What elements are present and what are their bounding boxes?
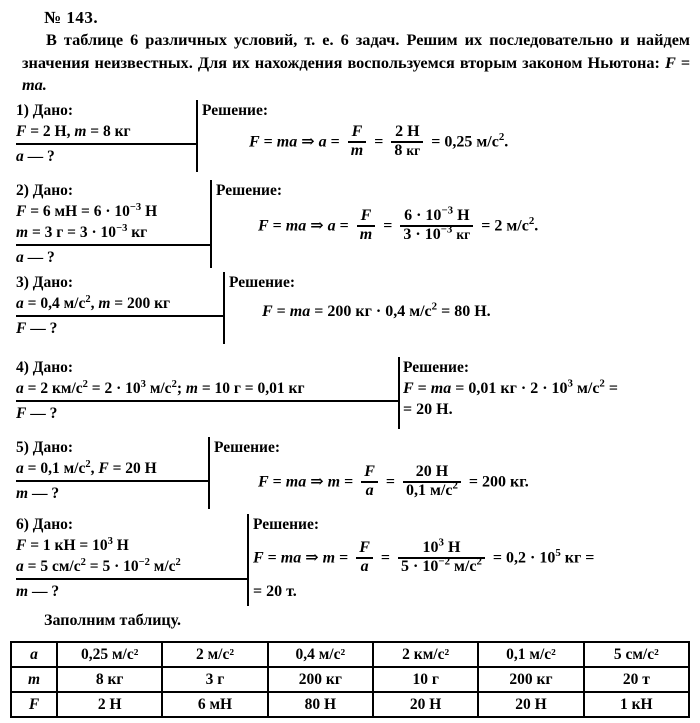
solution-math-6: F = ma ⇒ m = $\frac{F}{a}$ = $\frac{10^3 Н}{5 \cdot 10^{-2} м/с^2}$ = $0,2 \cdot 10^5$ кг = — [253, 536, 595, 575]
cell-f-2: 6 мН — [162, 692, 267, 717]
cell-f-4: 20 Н — [373, 692, 478, 717]
given-value-6-2: a = 5 $см/с^2 = 5 \cdot 10^{-2}$ $м/с^2$ — [16, 556, 181, 575]
problem-index-3: 3) — [16, 274, 29, 291]
cell-m-2: 3 г — [162, 667, 267, 692]
cell-f-6: 1 кН — [584, 692, 689, 717]
solution-label-6: Решение: — [253, 516, 320, 533]
solution-3 — [229, 272, 491, 322]
intro-line-2: и найдем значения неизвестных. Для их нахождения воспользуемся вторым — [22, 30, 691, 72]
intro-paragraph — [22, 29, 690, 97]
given-value-5-1: a = 0,1 $м/с^2$, F = 20 Н — [16, 458, 157, 477]
solution-label-5: Решение: — [214, 439, 281, 456]
divider-3 — [223, 272, 225, 344]
solution-math-3: F = ma = 200 кг · 0,4 $м/с^2 = 80$ Н. — [262, 300, 491, 320]
results-table — [10, 641, 690, 718]
given-label-5: Дано: — [32, 439, 74, 456]
given-label-4: Дано: — [32, 359, 74, 376]
given-value-2-2: m = 3 $г = 3 \cdot 10^{-3}$ кг — [16, 222, 148, 241]
table-row-a — [11, 642, 689, 667]
given-value-6-1: F = 1 кН = $10^3$ Н — [16, 535, 129, 554]
given-value-4-1: a = 2 $км/с^2 = 2 \cdot 10^3$ $м/с^2$; m = 10 г = 0,01 кг — [16, 378, 305, 397]
solution-label-2: Решение: — [216, 182, 283, 199]
given-4 — [16, 357, 398, 424]
problem-index-2: 2) — [16, 182, 29, 199]
solution-label-1: Решение: — [202, 102, 269, 119]
given-label-2: Дано: — [32, 182, 74, 199]
cell-m-1: 8 кг — [57, 667, 162, 692]
row-label-f: F — [11, 692, 57, 717]
given-5 — [16, 437, 209, 504]
unknown-5: m — ? — [16, 480, 209, 504]
table-caption: Заполним таблицу. — [44, 612, 182, 629]
divider-4 — [398, 357, 400, 429]
solution-math-4: F = ma = 0,01 кг · $2 \cdot 10^3$ $м/с^2$ = — [403, 377, 618, 397]
given-value-1-1: F = 2 Н, m = 8 кг — [16, 123, 131, 140]
cell-f-1: 2 Н — [57, 692, 162, 717]
cell-m-6: 20 т — [584, 667, 689, 692]
solution-math-2: F = ma ⇒ a = $\frac{F}{m}$ = $\frac{6 \cdot 10^{-3} Н}{3 \cdot 10^{-3} кг}$ = 2 $м/с^2$. — [258, 204, 539, 243]
problem-index-4: 4) — [16, 359, 29, 376]
cell-a-1: 0,25 м/с² — [57, 642, 162, 667]
intro-line-3: законом Ньютона: — [522, 52, 666, 72]
unknown-4: F — ? — [16, 400, 398, 424]
solution-2 — [216, 180, 538, 245]
divider-5 — [208, 437, 210, 509]
given-value-3-1: a = 0,4 $м/с^2$, m = 200 кг — [16, 293, 171, 312]
solution-4 — [403, 357, 618, 420]
solution-5 — [214, 437, 529, 501]
cell-m-3: 200 кг — [268, 667, 373, 692]
cell-m-4: 10 г — [373, 667, 478, 692]
cell-f-5: 20 Н — [478, 692, 583, 717]
given-2 — [16, 180, 212, 268]
solution-label-4: Решение: — [403, 359, 470, 376]
unknown-2: a — ? — [16, 244, 212, 268]
solution-label-3: Решение: — [229, 274, 296, 291]
table-row-m — [11, 667, 689, 692]
solution-math-5: F = ma ⇒ m = $\frac{F}{a}$ = $\frac{20 Н}{0,1 м/с^2}$ = 200 кг. — [258, 463, 529, 499]
given-3 — [16, 272, 224, 339]
unknown-1: a — ? — [16, 143, 198, 167]
cell-a-2: 2 м/с² — [162, 642, 267, 667]
given-1 — [16, 100, 198, 167]
solution-6 — [253, 514, 594, 602]
row-label-a: a — [11, 642, 57, 667]
divider-2 — [210, 180, 212, 268]
cell-a-6: 5 см/с² — [584, 642, 689, 667]
divider-6 — [247, 514, 249, 606]
given-value-2-1: F = 6 мН = $6 \cdot 10^{-3}$ Н — [16, 201, 158, 220]
unknown-6: m — ? — [16, 578, 248, 602]
given-label-3: Дано: — [32, 274, 74, 291]
cell-f-3: 80 Н — [268, 692, 373, 717]
solution-1 — [202, 100, 508, 161]
problem-index-6: 6) — [16, 516, 29, 533]
solution-math-1: F = ma ⇒ a = $\frac{F}{m}$ = $\frac{2 Н}{8 кг}$ = 0,25 $м/с^2$. — [249, 123, 509, 159]
cell-a-3: 0,4 м/с² — [268, 642, 373, 667]
intro-line-1: В таблице 6 различных условий, т. е. 6 задач. Решим их последовательно — [46, 30, 614, 49]
given-6 — [16, 514, 248, 602]
unknown-3: F — ? — [16, 315, 224, 339]
cell-a-5: 0,1 м/с² — [478, 642, 583, 667]
divider-1 — [196, 100, 198, 172]
solution-math-6-cont: = 20 т. — [253, 582, 297, 600]
problem-index-1: 1) — [16, 102, 29, 119]
given-label-1: Дано: — [32, 102, 74, 119]
cell-m-5: 200 кг — [478, 667, 583, 692]
row-label-m: m — [11, 667, 57, 692]
table-row-f — [11, 692, 689, 717]
given-label-6: Дано: — [32, 516, 74, 533]
solution-math-4-cont: = 20 Н. — [403, 401, 453, 418]
cell-a-4: 2 км/с² — [373, 642, 478, 667]
problem-index-5: 5) — [16, 439, 29, 456]
intro-formula: F = ma. — [22, 52, 690, 94]
page-title: № 143. — [44, 8, 99, 27]
